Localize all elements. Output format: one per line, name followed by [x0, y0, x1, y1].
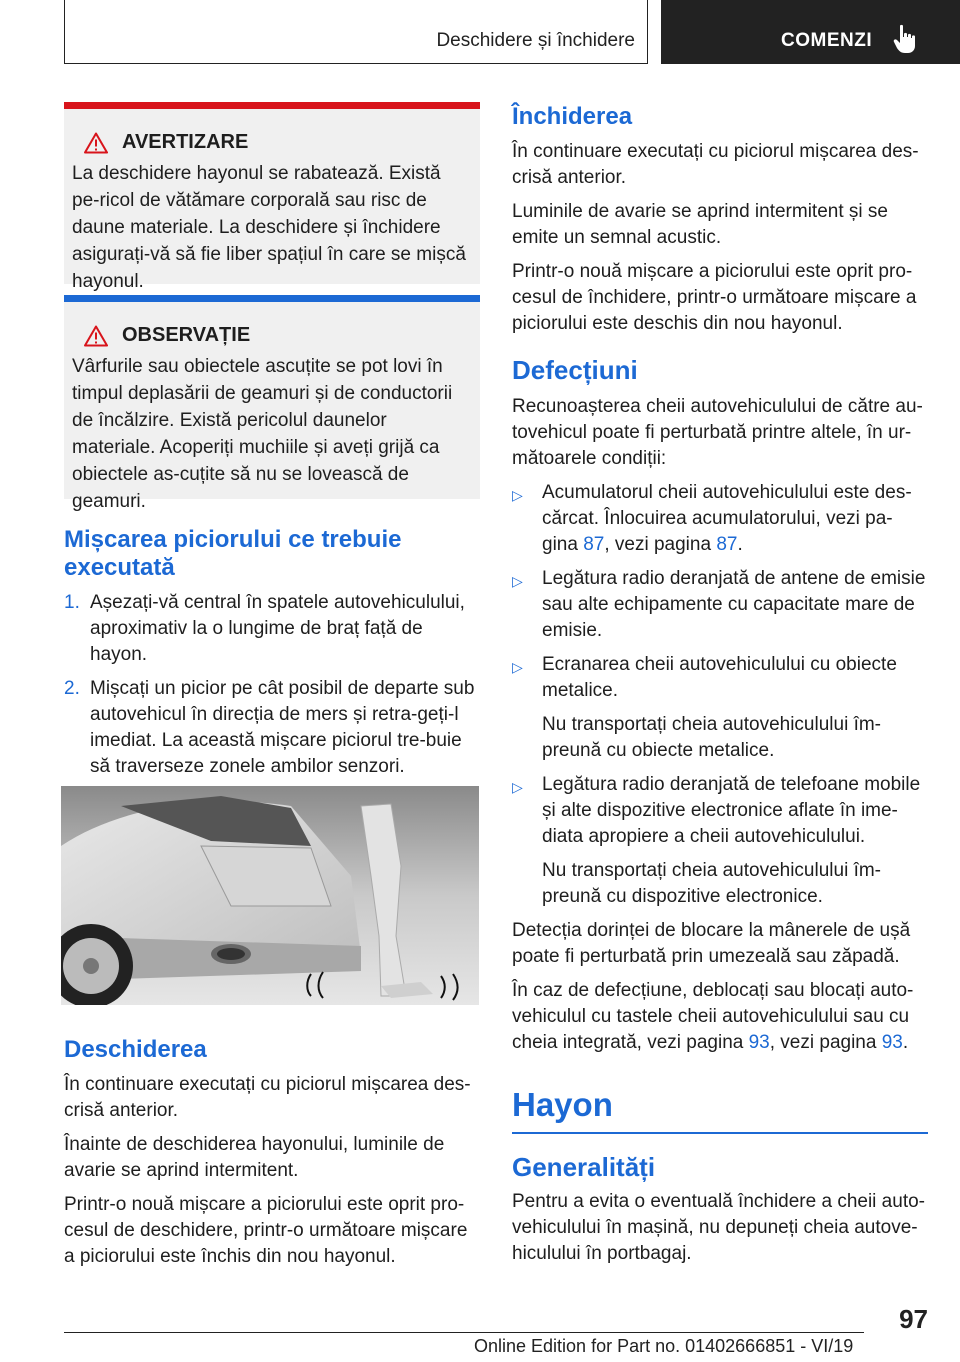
closing-heading: Închiderea	[512, 103, 633, 130]
faults-intro: Recunoașterea cheii autovehiculului de către au-tovehicul poate fi perturbată printre altele, în ur-mătoarele condiții:	[512, 396, 923, 469]
page-link-93[interactable]: 93	[881, 1032, 903, 1053]
hayon-heading: Hayon	[512, 1086, 613, 1123]
footer-edition: Online Edition for Part no. 01402666851 - VI/19	[474, 1336, 854, 1356]
opening-section	[64, 1036, 480, 1270]
triangle-bullet-icon: ▷	[512, 573, 523, 589]
header-chapter-tab[interactable]	[661, 0, 960, 64]
notice-title: OBSERVAȚIE	[122, 324, 251, 346]
closing-paragraph: Printr-o nouă mișcare a piciorului este oprit pro-cesul de închidere, printr-o următoare mișcare a piciorului este deschis din nou hayonul.	[512, 261, 917, 334]
list-item	[512, 566, 928, 644]
detect-paragraph: Detecția dorinței de blocare la mânerele de ușă poate fi perturbată prin umezeală sau zăpadă.	[512, 920, 911, 967]
hayon-rule	[512, 1132, 928, 1134]
foot-motion-section	[64, 526, 480, 780]
warning-triangle-icon	[84, 132, 108, 154]
chapter-tab-label: COMENZI	[781, 30, 873, 51]
pointing-hand-icon	[893, 24, 919, 54]
triangle-bullet-icon: ▷	[512, 779, 523, 795]
opening-paragraph: Printr-o nouă mișcare a piciorului este oprit pro-cesul de deschidere, printr-o următoare mișcare a piciorului este închis din nou hayonul.	[64, 1194, 468, 1267]
step-item	[64, 676, 480, 780]
faults-heading: Defecțiuni	[512, 355, 638, 385]
page-link-87[interactable]: 87	[583, 534, 605, 555]
notice-text: Vârfurile sau obiectele ascuțite se pot lovi în timpul deplasării de geamuri și de conductorii de încălzire. Există pericolul daunelor materiale. Acoperiți muchiile și aveți grijă ca obiectele as-cuțite să nu se lovească de geamuri.	[72, 356, 453, 512]
list-item-text: Legătura radio deranjată de telefoane mobile și alte dispozitive electronice aflate în ime-diata apropiere a cheii autovehiculului.	[542, 774, 921, 847]
footer-rule	[64, 1332, 864, 1333]
general-text: Pentru a evita o eventuală închidere a cheii auto-vehiculului în mașină, nu depuneți cheia autove-hiculului în portbagaj.	[512, 1190, 925, 1264]
step-text: Așezați-vă central în spatele autovehiculului, aproximativ la o lungime de braț față de hayon.	[90, 592, 465, 665]
warning-title: AVERTIZARE	[122, 131, 249, 153]
page-link-87[interactable]: 87	[716, 534, 738, 555]
header-section-box	[64, 0, 648, 64]
notice-triangle-icon	[84, 325, 108, 347]
closing-paragraph: Luminile de avarie se aprind intermitent și se emite un semnal acustic.	[512, 201, 888, 248]
list-item	[512, 480, 928, 558]
triangle-bullet-icon: ▷	[512, 487, 523, 503]
list-item-text: Ecranarea cheii autovehiculului cu obiecte metalice.	[542, 654, 897, 701]
step-item	[64, 590, 480, 668]
foot-motion-heading: Mișcarea piciorului ce trebuie executată	[64, 526, 402, 581]
list-item-text: Acumulatorul cheii autovehiculului este des-cărcat. Înlocuirea acumulatorului, vezi pa-gina 87, vezi pagina 87.	[542, 482, 912, 555]
opening-paragraph: Înainte de deschiderea hayonului, luminile de avarie se aprind intermitent.	[64, 1134, 445, 1181]
right-column	[512, 103, 928, 1267]
warning-bar	[64, 102, 480, 109]
step-text: Mișcați un picior pe cât posibil de departe sub autovehicul în direcția de mers și retra-geți-l imediat. La această mișcare piciorul tre-buie să traverseze zonele ambilor senzori.	[90, 678, 475, 777]
notice-bar	[64, 295, 480, 302]
opening-paragraph: În continuare executați cu piciorul mișcarea des-crisă anterior.	[64, 1074, 471, 1121]
list-item-note: Nu transportați cheia autovehiculului îm-preună cu obiecte metalice.	[542, 714, 882, 761]
list-item	[512, 652, 928, 704]
header-section-title: Deschidere și închidere	[436, 30, 635, 51]
step-number: 1.	[64, 592, 80, 613]
kick-sensor-illustration	[61, 786, 479, 1005]
opening-heading: Deschiderea	[64, 1036, 207, 1063]
triangle-bullet-icon: ▷	[512, 659, 523, 675]
fault-paragraph: În caz de defecțiune, deblocați sau blocați auto-vehiculul cu tastele cheii autovehiculului sau cu cheia integrată, vezi pagina 93, vezi pagina 93.	[512, 980, 914, 1053]
page-link-93[interactable]: 93	[748, 1032, 770, 1053]
warning-box	[64, 102, 480, 292]
step-number: 2.	[64, 678, 80, 699]
general-heading: Generalități	[512, 1151, 656, 1182]
page-number: 97	[899, 1304, 928, 1334]
warning-text: La deschidere hayonul se rabatează. Există pe-ricol de vătămare corporală sau risc de daune materiale. La deschidere și închidere asigurați-vă să fie liber spațiul în care se mișcă hayonul.	[72, 163, 466, 292]
list-item	[512, 772, 928, 850]
closing-paragraph: În continuare executați cu piciorul mișcarea des-crisă anterior.	[512, 141, 919, 188]
list-item-text: Legătura radio deranjată de antene de emisie sau alte echipamente cu capacitate mare de emisie.	[542, 568, 926, 641]
list-item-note: Nu transportați cheia autovehiculului îm-preună cu dispozitive electronice.	[542, 860, 882, 907]
notice-box	[64, 295, 480, 512]
